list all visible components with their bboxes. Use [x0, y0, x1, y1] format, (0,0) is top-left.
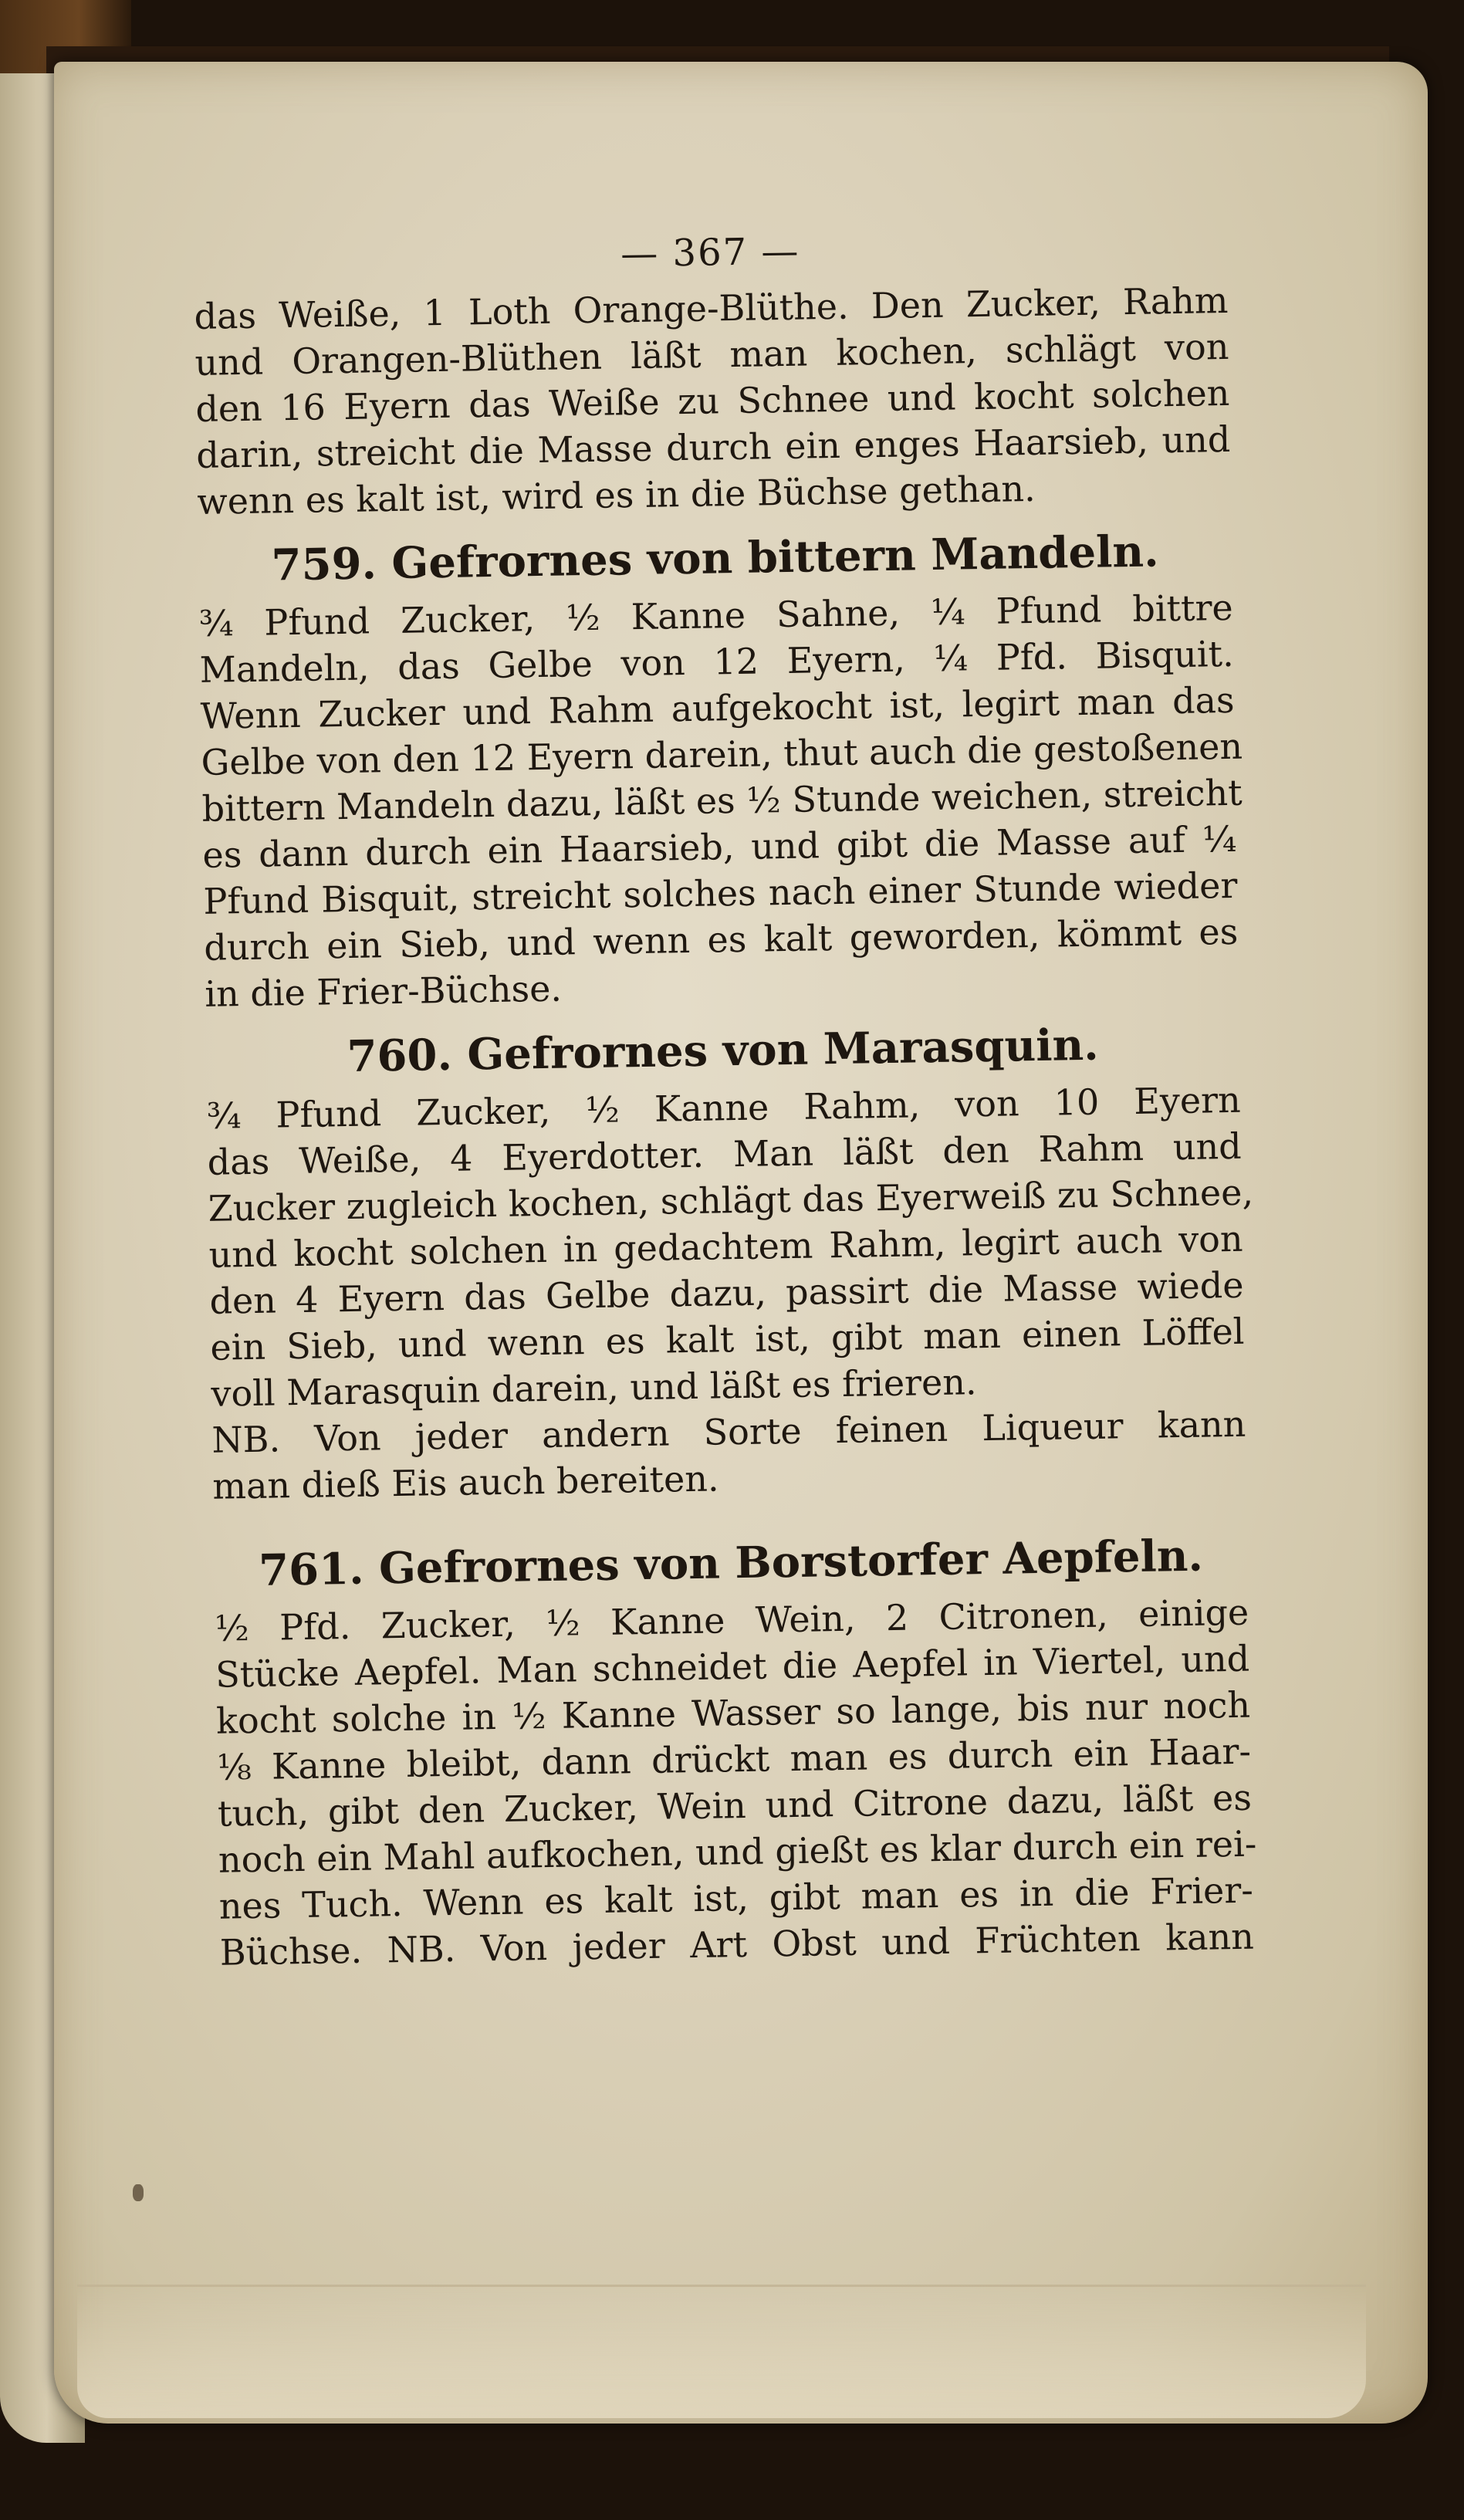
- text-line: Pfund Bisquit, streicht solches nach einer Stunde wieder: [203, 864, 1238, 922]
- text-line: und Orangen-Blüthen läßt man kochen, schlägt von: [194, 325, 1229, 384]
- text-line: ⅛ Kanne bleibt, dann drückt man es durch ein Haar-: [216, 1730, 1252, 1788]
- text-line: Gelbe von den 12 Eyern darein, thut auch die gestoßenen: [201, 725, 1243, 783]
- recipe-761: [213, 1524, 1257, 1976]
- text-line: ¾ Pfund Zucker, ½ Kanne Rahm, von 10 Eyern: [206, 1078, 1242, 1137]
- page-number: — 367 —: [620, 229, 800, 276]
- text-line: und kocht solchen in gedachtem Rahm, legirt auch von: [208, 1217, 1243, 1276]
- text-line: es dann durch ein Haarsieb, und gibt die Masse auf ¼: [202, 817, 1237, 876]
- text-line: bittern Mandeln dazu, läßt es ½ Stunde weichen, streicht: [201, 771, 1243, 830]
- text-line: nes Tuch. Wenn es kalt ist, gibt man es in die Frier-: [218, 1869, 1254, 1927]
- text-line: Zucker zugleich kochen, schlägt das Eyerweiß zu Schnee,: [208, 1171, 1254, 1230]
- text-line: Mandeln, das Gelbe von 12 Eyern, ¼ Pfd. Bisquit.: [199, 632, 1235, 691]
- text-line: in die Frier-Büchse.: [204, 967, 563, 1015]
- text-line: das Weiße, 1 Loth Orange-Blüthe. Den Zucker, Rahm: [194, 279, 1229, 337]
- text-line: NB. Von jeder andern Sorte feinen Liqueur kann: [211, 1402, 1246, 1461]
- text-line: voll Marasquin darein, und läßt es frieren.: [211, 1361, 977, 1415]
- text-line: durch ein Sieb, und wenn es kalt geworden, kömmt es: [203, 910, 1239, 969]
- page-bottom-margin: [77, 2285, 1366, 2418]
- recipe-heading: 760. Gefrornes von Marasquin.: [347, 1019, 1100, 1082]
- recipe-759: [198, 519, 1243, 1017]
- text-line: Wenn Zucker und Rahm aufgekocht ist, legirt man das: [200, 678, 1235, 737]
- ink-spot: [133, 2184, 144, 2201]
- text-line: kocht solche in ½ Kanne Wasser so lange, bis nur noch: [215, 1683, 1251, 1742]
- text-line: Büchse. NB. Von jeder Art Obst und Früchten kann: [219, 1915, 1255, 1974]
- intro-paragraph: [194, 277, 1232, 525]
- recipe-heading: 759. Gefrornes von bittern Mandeln.: [271, 526, 1160, 591]
- text-line: man dieß Eis auch bereiten.: [211, 1457, 719, 1507]
- recipe-760: [205, 1012, 1254, 1510]
- text-line: das Weiße, 4 Eyerdotter. Man läßt den Rahm und: [207, 1125, 1243, 1183]
- text-line: noch ein Mahl aufkochen, und gießt es klar durch ein rei-: [218, 1822, 1257, 1881]
- text-line: ein Sieb, und wenn es kalt ist, gibt man einen Löffel: [210, 1310, 1245, 1368]
- text-line: darin, streicht die Masse durch ein enges Haarsieb, und: [195, 418, 1231, 476]
- recipe-heading: 761. Gefrornes von Borstorfer Aepfeln.: [258, 1530, 1204, 1596]
- text-line: den 16 Eyern das Weiße zu Schnee und kocht solchen: [195, 371, 1230, 430]
- text-line: ½ Pfd. Zucker, ½ Kanne Wein, 2 Citronen, einige: [214, 1591, 1249, 1649]
- text-line: ¾ Pfund Zucker, ½ Kanne Sahne, ¼ Pfund bittre: [198, 586, 1234, 644]
- text-line: Stücke Aepfel. Man schneidet die Aepfel in Viertel, und: [215, 1637, 1250, 1696]
- page-text: [193, 223, 1257, 1976]
- text-line: tuch, gibt den Zucker, Wein und Citrone dazu, läßt es: [217, 1776, 1253, 1835]
- text-line: wenn es kalt ist, wird es in die Büchse gethan.: [196, 467, 1036, 523]
- text-line: den 4 Eyern das Gelbe dazu, passirt die Masse wiede: [209, 1263, 1244, 1322]
